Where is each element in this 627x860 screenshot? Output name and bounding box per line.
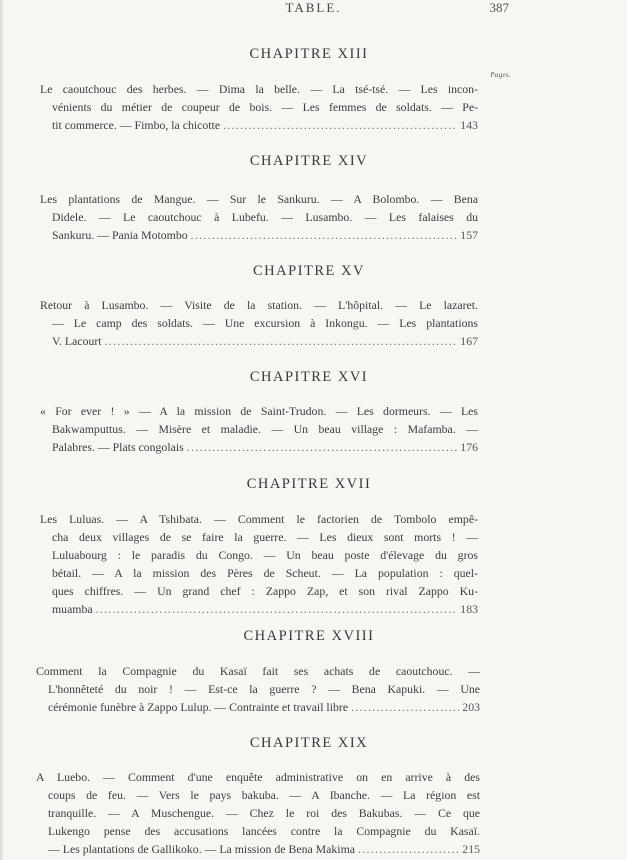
chapter-title: CHAPITRE XVI [249,369,369,385]
entry-line: — Le camp des soldats. — Une excursion à Inkongu. — Les plantations [52,316,478,330]
leader-dots [187,438,458,456]
chapter-13 [0,44,627,64]
chapter-19 [0,733,627,753]
chapter-title: CHAPITRE XVII [246,476,372,492]
entry-line: bétail. — A la mission des Pères de Scheut. — La population : quel- [52,566,478,580]
entry-line: Bakwamputtus. — Misère et maladie. — Un beau village : Mafamba. — [52,422,478,436]
chapter-19-entry [36,768,480,858]
chapter-15-entry [40,296,478,350]
chapter-title: CHAPITRE XIII [249,46,369,62]
entry-last-line [40,226,478,244]
entry-line: Comment la Compagnie du Kasaï fait ses achats de caoutchouc. — [36,664,480,678]
chapter-14 [0,151,627,171]
chapter-title: CHAPITRE XIX [249,735,369,751]
chapter-13-entry [40,80,478,134]
entry-line: cha deux villages de se faire la guerre. — Les dieux sont morts ! — [52,530,478,544]
entry-last-line [36,840,480,858]
entry-line: Luluabourg : le paradis du Congo. — Un beau poste d'élevage du gros [52,548,478,562]
chapter-14-entry [40,190,478,244]
page-spine-shadow [0,0,4,860]
entry-line: Palabres. — Plats congolais [52,440,184,454]
entry-line: V. Lacourt [52,334,102,348]
chapter-title: CHAPITRE XIV [249,153,369,169]
entry-last-line [40,332,478,350]
chapter-18-entry [36,662,480,716]
leader-dots [96,600,458,618]
page-ref: 176 [460,440,478,454]
chapter-title: CHAPITRE XV [253,263,365,279]
page-header [0,0,627,22]
entry-line: tranquille. — A Muschengue. — Chez le roi des Bakubas. — Ce que [48,806,480,820]
entry-line: tit commerce. — Fimbo, la chicotte [52,118,221,132]
leader-dots [223,116,457,134]
pages-column-label: Pages. [490,71,511,79]
page-ref: 215 [462,842,480,856]
entry-line: ques chiffres. — Un grand chef : Zappo Zap, et son rival Zappo Ku- [52,584,478,598]
page-number: 387 [489,0,509,15]
page-ref: 183 [460,602,478,616]
entry-last-line [40,116,478,134]
entry-line: Lukengo pense des accusations lancées contre la Compagnie du Kasaï. [48,824,480,838]
leader-dots [191,226,458,244]
entry-last-line [36,698,480,716]
entry-line: Sankuru. — Pania Motombo [52,228,188,242]
chapter-title: CHAPITRE XVIII [243,628,375,644]
chapter-18 [0,626,627,646]
entry-line: Les Luluas. — A Tshibata. — Comment le factorien de Tombolo empê- [40,512,478,526]
page-ref: 167 [460,334,478,348]
page-ref: 203 [462,700,480,714]
entry-line: Didele. — Le caoutchouc à Lubefu. — Lusambo. — Les falaises du [52,210,478,224]
leader-dots [105,332,458,350]
chapter-16 [0,367,627,387]
running-title: TABLE. [285,0,342,15]
entry-line: Les plantations de Mangue. — Sur le Sankuru. — A Bolombo. — Bena [40,192,478,206]
entry-line: vénients du métier de coupeur de bois. — Les femmes de soldats. — Pe- [52,100,478,114]
entry-last-line [40,600,478,618]
chapter-17-entry [40,510,478,618]
entry-last-line [40,438,478,456]
entry-line: — Les plantations de Gallikoko. — La mission de Bena Makima [48,842,355,856]
page-ref: 143 [460,118,478,132]
entry-line: cérémonie funèbre à Zappo Lulup. — Contrainte et travail libre [48,700,349,714]
entry-line: L'honnêteté du noir ! — Est-ce la guerre ? — Bena Kapuki. — Une [48,682,480,696]
page-ref: 157 [460,228,478,242]
entry-line: « For ever ! » — A la mission de Saint-Trudon. — Les dormeurs. — Les [40,404,478,418]
leader-dots [351,698,459,716]
chapter-17 [0,474,627,494]
entry-line: Retour à Lusambo. — Visite de la station. — L'hôpital. — Le lazaret. [40,298,478,312]
entry-line: A Luebo. — Comment d'une enquête administrative on en arrive à des [36,770,480,784]
entry-line: Le caoutchouc des herbes. — Dima la belle. — La tsé-tsé. — Les incon- [40,82,478,96]
entry-line: coups de feu. — Vers le pays bakuba. — A Ibanche. — La région est [48,788,480,802]
leader-dots [358,840,459,858]
chapter-16-entry [40,402,478,456]
chapter-15 [0,261,627,281]
entry-line: muamba [52,602,93,616]
